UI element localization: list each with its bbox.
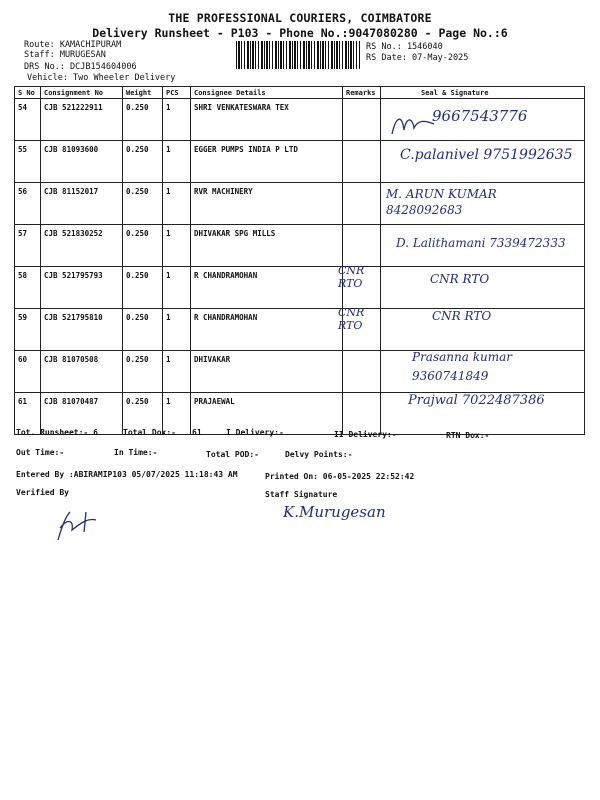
cell-sno: 61 [15, 393, 41, 435]
cell-consignment: CJB 521830252 [41, 225, 123, 267]
drs-number: DRS No.: DCJB154604006 [24, 62, 137, 72]
ii-delivery: II Delivery:- [334, 430, 397, 439]
rs-number: RS No.: 1546040 [366, 42, 443, 52]
cell-consignment: CJB 81070487 [41, 393, 123, 435]
cell-pcs: 1 [163, 99, 191, 141]
cell-remarks [343, 393, 381, 435]
handwritten-sig-58: CNR RTO [430, 272, 490, 286]
cell-weight: 0.250 [123, 225, 163, 267]
cell-remarks [343, 141, 381, 183]
signature-scribble-icon [388, 112, 438, 140]
rs-date: RS Date: 07-May-2025 [366, 53, 469, 63]
vehicle-label: Vehicle: Two Wheeler Delivery [27, 73, 176, 83]
handwritten-sig-55: C.palanivel 9751992635 [400, 147, 573, 163]
handwritten-sig-60: Prasanna kumar 9360741849 [412, 350, 512, 383]
cell-pcs: 1 [163, 183, 191, 225]
cell-consignment: CJB 81093600 [41, 141, 123, 183]
cell-consignee: SHRI VENKATESWARA TEX [191, 99, 343, 141]
cell-sno: 54 [15, 99, 41, 141]
cell-pcs: 1 [163, 141, 191, 183]
table-row [15, 309, 585, 351]
cell-pcs: 1 [163, 267, 191, 309]
handwritten-sig-59: CNR RTO [432, 309, 492, 323]
cell-remarks [343, 225, 381, 267]
route-label: Route: KAMACHIPURAM [24, 40, 122, 50]
verifier-signature-icon [52, 506, 108, 546]
barcode-image [236, 41, 360, 69]
entered-by: Entered By :ABIRAMIP103 05/07/2025 11:18:43 AM [16, 470, 238, 479]
cell-weight: 0.250 [123, 267, 163, 309]
cell-sno: 55 [15, 141, 41, 183]
handwritten-sig-54: 9667543776 [432, 107, 528, 125]
cell-weight: 0.250 [123, 393, 163, 435]
col-remarks: Remarks [343, 87, 381, 99]
cell-sno: 60 [15, 351, 41, 393]
staff-signature-handwritten: K.Murugesan [283, 503, 386, 521]
cell-remarks [343, 183, 381, 225]
cell-consignee: EGGER PUMPS INDIA P LTD [191, 141, 343, 183]
total-dox-label: Total Dox:- [123, 428, 176, 437]
handwritten-sig-56: M. ARUN KUMAR 8428092683 [386, 187, 497, 217]
cell-consignee: R CHANDRAMOHAN [191, 267, 343, 309]
rtn-dox: RTN Dox:- [446, 431, 490, 440]
cell-weight: 0.250 [123, 141, 163, 183]
cell-remarks [343, 351, 381, 393]
i-delivery: I Delivery:- [226, 428, 284, 437]
table-row [15, 267, 585, 309]
in-time: In Time:- [114, 448, 158, 457]
cell-consignee: R CHANDRAMOHAN [191, 309, 343, 351]
col-consignment-no: Consignment No [41, 87, 123, 99]
col-weight: Weight [123, 87, 163, 99]
cell-remarks [343, 99, 381, 141]
cell-sno: 59 [15, 309, 41, 351]
cell-sno: 58 [15, 267, 41, 309]
cell-sno: 57 [15, 225, 41, 267]
cell-consignee: PRAJAEWAL [191, 393, 343, 435]
tot-runsheet: Tot. Runsheet:- 6 [16, 428, 98, 437]
cell-consignment: CJB 521222911 [41, 99, 123, 141]
cell-consignee: DHIVAKAR SPG MILLS [191, 225, 343, 267]
cell-weight: 0.250 [123, 99, 163, 141]
cell-consignment: CJB 81070508 [41, 351, 123, 393]
staff-label: Staff: MURUGESAN [24, 50, 106, 60]
printed-on: Printed On: 06-05-2025 22:52:42 [265, 472, 415, 481]
total-pod: Total POD:- [206, 450, 259, 459]
cell-pcs: 1 [163, 351, 191, 393]
out-time: Out Time:- [16, 448, 65, 457]
staff-signature-label: Staff Signature [265, 490, 338, 499]
runsheet-subtitle: Delivery Runsheet - P103 - Phone No.:9047080280 - Page No.:6 [92, 26, 508, 40]
cell-pcs: 1 [163, 225, 191, 267]
cell-weight: 0.250 [123, 351, 163, 393]
handwritten-sig-61: Prajwal 7022487386 [408, 393, 545, 408]
cell-consignment: CJB 521795810 [41, 309, 123, 351]
cell-weight: 0.250 [123, 183, 163, 225]
cell-weight: 0.250 [123, 309, 163, 351]
col-pcs: PCS [163, 87, 191, 99]
table-header-row [15, 87, 585, 99]
delvy-points: Delvy Points:- [285, 450, 353, 459]
col-consignee-details: Consignee Details [191, 87, 343, 99]
handwritten-remark-59: CNR RTO [338, 306, 365, 332]
cell-consignee: DHIVAKAR [191, 351, 343, 393]
cell-consignment: CJB 521795793 [41, 267, 123, 309]
verified-by: Verified By [16, 488, 69, 497]
total-dox-value: 61 [192, 428, 202, 437]
col-seal-signature: Seal & Signature [381, 87, 585, 99]
cell-pcs: 1 [163, 393, 191, 435]
cell-sno: 56 [15, 183, 41, 225]
company-title: THE PROFESSIONAL COURIERS, COIMBATORE [168, 11, 432, 25]
cell-pcs: 1 [163, 309, 191, 351]
handwritten-remark-58: CNR RTO [338, 264, 365, 290]
handwritten-sig-57: D. Lalithamani 7339472333 [396, 236, 566, 250]
col-sno: S No [15, 87, 41, 99]
cell-consignee: RVR MACHINERY [191, 183, 343, 225]
cell-consignment: CJB 81152017 [41, 183, 123, 225]
